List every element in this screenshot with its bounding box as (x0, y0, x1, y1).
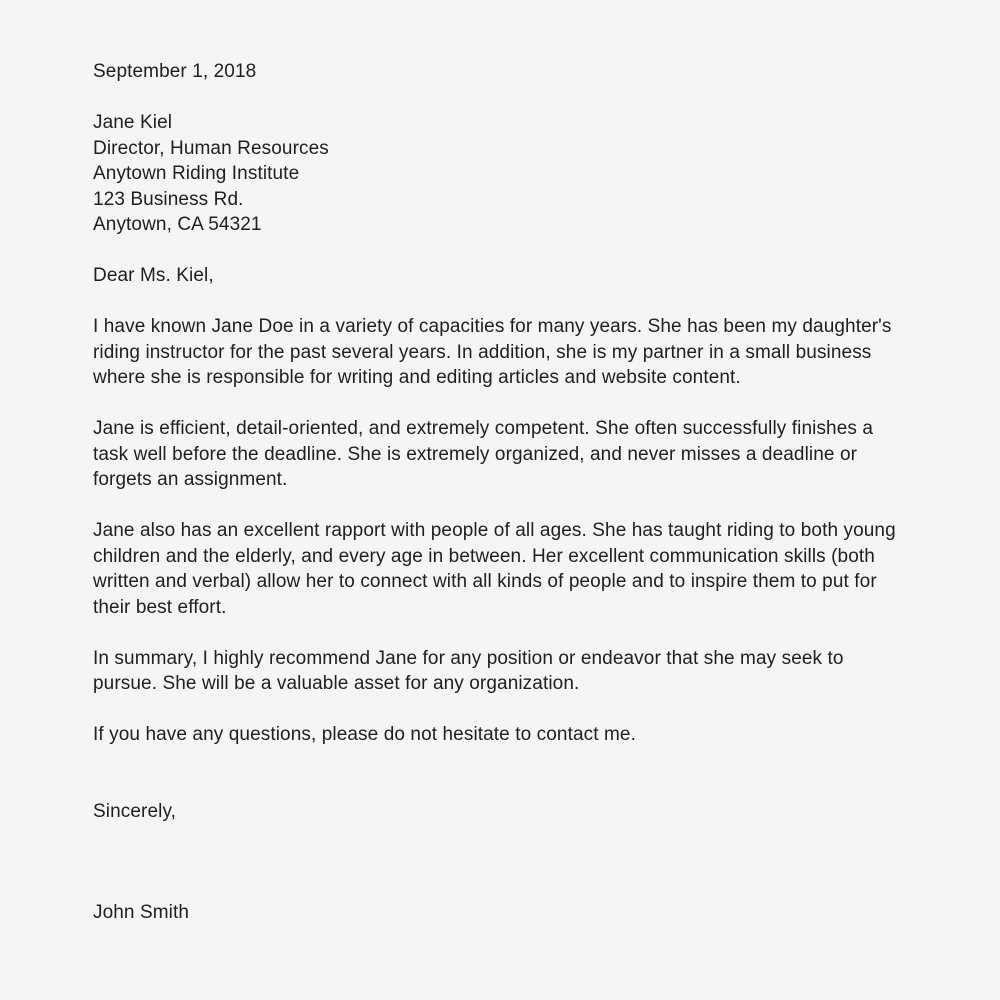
signature-name: John Smith (93, 902, 190, 923)
letter-date: September 1, 2018 (93, 61, 257, 82)
recipient-organization: Anytown Riding Institute (93, 163, 300, 184)
recipient-title: Director, Human Resources (93, 137, 329, 159)
recipient-city-state-zip: Anytown, CA 54321 (93, 214, 262, 235)
paragraph-line: where she is responsible for writing and editing articles and website content. (93, 367, 741, 388)
paragraph-line: task well before the deadline. She is extremely organized, and never misses a deadline or (93, 443, 858, 465)
paragraph-line: Jane also has an excellent rapport with people of all ages. She has taught riding to both young (93, 520, 896, 541)
paragraph-line: riding instructor for the past several years. In addition, she is my partner in a small business (93, 341, 872, 363)
paragraph-line: pursue. She will be a valuable asset for any organization. (93, 673, 580, 694)
paragraph-line: forgets an assignment. (93, 469, 288, 490)
body-paragraph-4 (93, 646, 950, 697)
paragraph-line: children and the elderly, and every age in between. Her excellent communication skills (both (93, 545, 875, 567)
recipient-address-block (93, 110, 950, 238)
body-paragraph-3 (93, 518, 950, 620)
body-paragraph-1 (93, 314, 950, 391)
paragraph-line: I have known Jane Doe in a variety of capacities for many years. She has been my daughter's (93, 316, 892, 337)
paragraph-line: Jane is efficient, detail-oriented, and extremely competent. She often successfully finishes a (93, 418, 874, 439)
body-paragraph-2 (93, 416, 950, 493)
paragraph-line: In summary, I highly recommend Jane for any position or endeavor that she may seek to (93, 647, 844, 669)
recipient-name: Jane Kiel (93, 112, 173, 133)
paragraph-line: written and verbal) allow her to connect with all kinds of people and to inspire them to put for (93, 571, 877, 592)
body-paragraph-5 (93, 722, 950, 748)
recipient-street: 123 Business Rd. (93, 188, 244, 210)
paragraph-line: If you have any questions, please do not hesitate to contact me. (93, 724, 636, 745)
paragraph-line: their best effort. (93, 596, 227, 618)
closing: Sincerely, (93, 800, 177, 822)
salutation: Dear Ms. Kiel, (93, 265, 214, 286)
